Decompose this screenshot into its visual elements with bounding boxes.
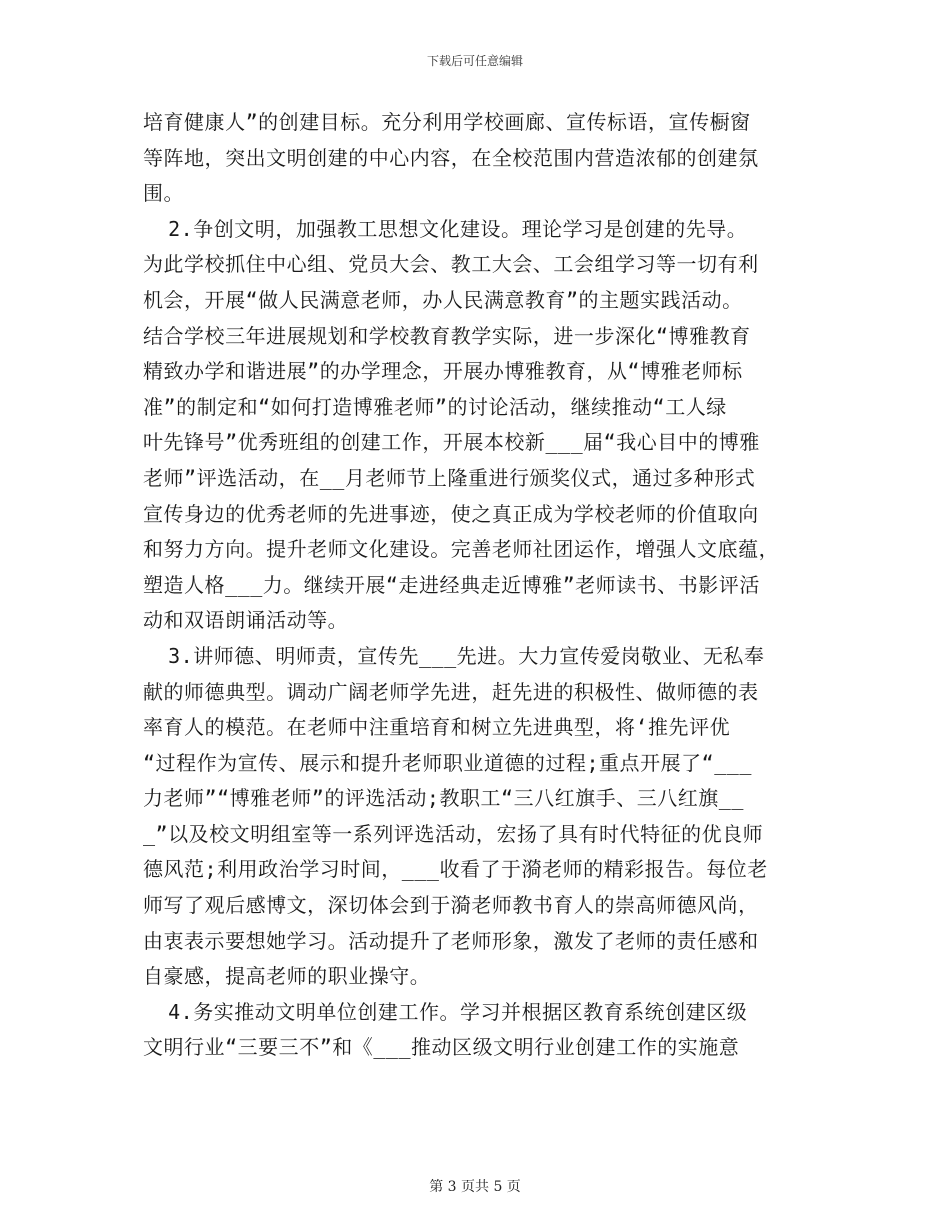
body-line: 塑造人格___力。继续开展“走进经典走近博雅”老师读书、书影评活 [143,572,760,597]
body-line: 3.讲师德、明师责，宣传先___先进。大力宣传爱岗敬业、无私奉 [143,643,765,668]
body-line: 文明行业“三要三不”和《___推动区级文明行业创建工作的实施意 [143,1035,740,1060]
body-line: 机会，开展“做人民满意老师，办人民满意教育”的主题实践活动。 [143,287,743,312]
body-line: 师写了观后感博文，深切体会到于漪老师教书育人的崇高师德风尚， [143,893,759,918]
body-line: 力老师”“博雅老师”的评选活动;教职工“三八红旗手、三八红旗__ [143,786,744,811]
body-line: 等阵地，突出文明创建的中心内容，在全校范围内营造浓郁的创建氛 [143,145,759,170]
body-line: 率育人的模范。在老师中注重培育和树立先进典型，将‘推先评优 [143,715,731,740]
body-line: 献的师德典型。调动广阔老师学先进，赶先进的积极性、做师德的表 [143,679,759,704]
body-line: 为此学校抓住中心组、党员大会、教工大会、工会组学习等一切有利 [143,252,759,277]
body-line: _”以及校文明组室等一系列评选活动，宏扬了具有时代特征的优良师 [143,821,764,846]
body-line: 宣传身边的优秀老师的先进事迹，使之真正成为学校老师的价值取向 [143,501,759,526]
body-line: 和努力方向。提升老师文化建设。完善老师社团运作，增强人文底蕴， [143,537,780,562]
body-line: 精致办学和谐进展”的办学理念，开展办博雅教育，从“博雅老师标 [143,359,743,384]
body-line: 德风范;利用政治学习时间，___收看了于漪老师的精彩报告。每位老 [143,857,768,882]
body-line: 结合学校三年进展规划和学校教育教学实际，进一步深化“博雅教育 [143,323,751,348]
page-footer: 第 3 页共 5 页 [429,1179,521,1195]
body-line: 准”的制定和“如何打造博雅老师”的讨论活动，继续推动“工人绿 [143,394,727,419]
body-line: 老师”评选活动，在__月老师节上隆重进行颁奖仪式，通过多种形式 [143,465,756,490]
document-body [143,105,807,1066]
body-line: “过程作为宣传、展示和提升老师职业道德的过程;重点开展了“___ [143,750,752,775]
body-line: 2.争创文明，加强教工思想文化建设。理论学习是创建的先导。 [143,216,748,241]
body-line: 动和双语朗诵活动等。 [143,608,349,633]
body-line: 由衷表示要想她学习。活动提升了老师形象，激发了老师的责任感和 [143,928,759,953]
body-line: 4.务实推动文明单位创建工作。学习并根据区教育系统创建区级 [143,999,748,1024]
page-header: 下载后可任意编辑 [426,54,523,68]
body-line: 自豪感，提高老师的职业操守。 [143,964,431,989]
body-line: 叶先锋号”优秀班组的创建工作，开展本校新___届“我心目中的博雅 [143,430,760,455]
body-line: 培育健康人”的创建目标。充分利用学校画廊、宣传标语，宣传橱窗 [143,110,751,134]
body-line: 围。 [143,181,185,206]
